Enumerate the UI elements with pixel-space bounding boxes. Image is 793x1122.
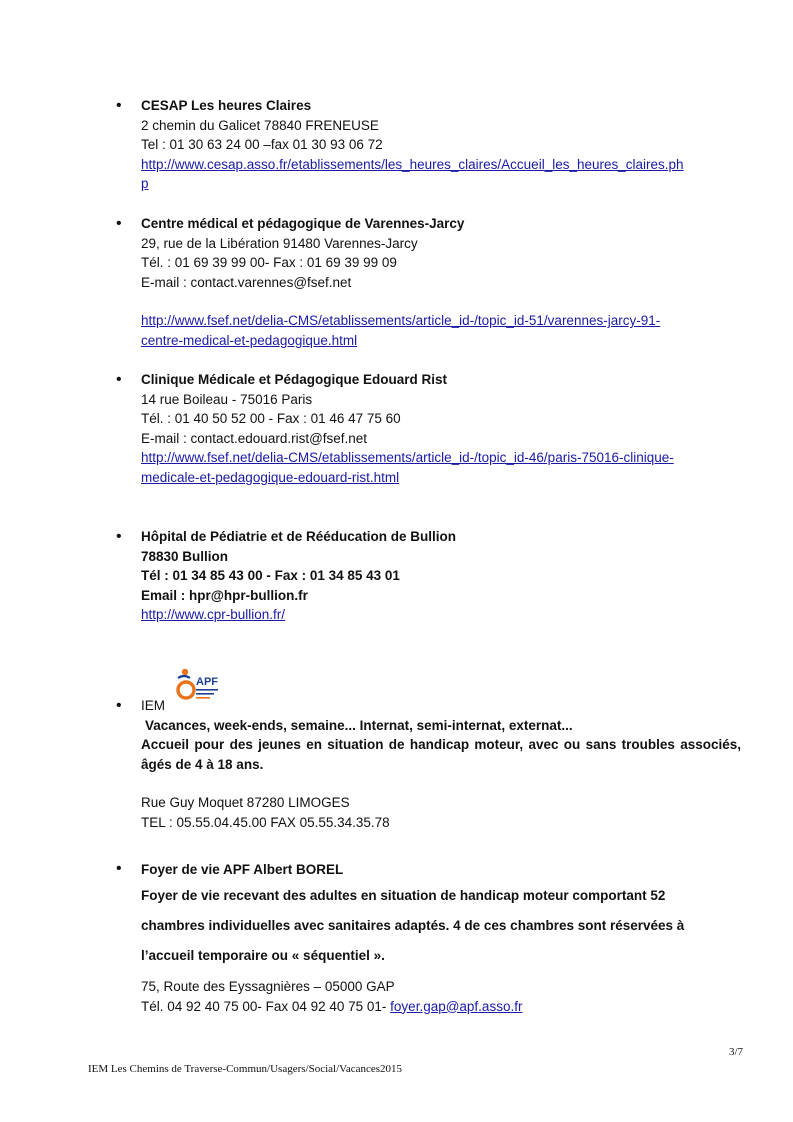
entry-address: 75, Route des Eyssagnières – 05000 GAP	[141, 979, 395, 994]
bullet-icon: •	[116, 528, 122, 545]
entry-url-link[interactable]: http://www.cesap.asso.fr/etablissements/les_heures_claires/Accueil_les_heures_claires.ph	[141, 156, 684, 172]
entry-bullion	[116, 527, 756, 625]
entry-email: E-mail : contact.edouard.rist@fsef.net	[141, 430, 368, 446]
page-footer: IEM Les Chemins de Traverse-Commun/Usagers/Social/Vacances2015	[88, 1063, 403, 1075]
entry-phone-line	[141, 997, 756, 1017]
page-number: 3/7	[729, 1046, 744, 1058]
entry-address: 78830 Bullion	[141, 548, 229, 564]
entry-url-link-cont[interactable]: medicale-et-pedagogique-edouard-rist.html	[141, 469, 400, 485]
entry-edouard-rist	[116, 370, 756, 488]
logo-text: APF	[196, 676, 218, 688]
entry-email: E-mail : contact.varennes@fsef.net	[141, 274, 352, 290]
entry-url-link[interactable]: http://www.cpr-bullion.fr/	[141, 607, 286, 623]
bullet-icon: •	[116, 215, 122, 232]
entry-url-link-cont[interactable]: p	[141, 176, 149, 192]
entry-foyer-borel	[116, 859, 756, 1016]
entry-phone: Tél. 04 92 40 75 00- Fax 04 92 40 75 01-	[141, 998, 391, 1014]
entry-url-link[interactable]: http://www.fsef.net/delia-CMS/etablissements/article_id-/topic_id-51/varennes-jarcy-91-	[141, 313, 661, 329]
entry-description: Accueil pour des jeunes en situation de handicap moteur, avec ou sans troubles associés, âgés de 4 à 18 ans.	[141, 737, 741, 772]
email-link[interactable]: foyer.gap@apf.asso.fr	[390, 998, 523, 1014]
entry-varennes	[116, 214, 756, 351]
entry-cesap	[116, 96, 756, 194]
entry-address: Rue Guy Moquet 87280 LIMOGES	[141, 795, 350, 811]
entry-description-line: Foyer de vie recevant des adultes en situation de handicap moteur comportant 52	[141, 888, 666, 903]
entry-title: IEM	[141, 698, 166, 713]
entry-title: Foyer de vie APF Albert BOREL	[141, 862, 344, 877]
entry-url-link[interactable]: http://www.fsef.net/delia-CMS/etablissements/article_id-/topic_id-46/paris-75016-clinique-	[141, 450, 674, 466]
entry-email: Email : hpr@hpr-bullion.fr	[141, 587, 308, 603]
entry-url-link-cont[interactable]: centre-medical-et-pedagogique.html	[141, 332, 358, 348]
entry-title: Hôpital de Pédiatrie et de Rééducation de Bullion	[141, 529, 457, 544]
entry-phone: Tél. : 01 69 39 99 00- Fax : 01 69 39 99 09	[141, 255, 397, 271]
entry-title: Centre médical et pédagogique de Varennes-Jarcy	[141, 216, 465, 231]
entry-tagline: Vacances, week-ends, semaine... Internat, semi-internat, externat...	[145, 717, 573, 733]
entry-phone: Tél. : 01 40 50 52 00 - Fax : 01 46 47 75 60	[141, 411, 401, 427]
bullet-icon: •	[116, 860, 122, 877]
entry-phone: Tel : 01 30 63 24 00 –fax 01 30 93 06 72	[141, 137, 383, 153]
bullet-icon: •	[116, 97, 122, 114]
entry-phone: Tél : 01 34 85 43 00 - Fax : 01 34 85 43 01	[141, 568, 400, 584]
entry-description-line: l’accueil temporaire ou « séquentiel ».	[141, 948, 385, 963]
entry-description-line: chambres individuelles avec sanitaires adaptés. 4 de ces chambres sont réservées à	[141, 918, 685, 933]
entry-address: 2 chemin du Galicet 78840 FRENEUSE	[141, 117, 379, 133]
entry-title: Clinique Médicale et Pédagogique Edouard Rist	[141, 372, 448, 387]
bullet-icon: •	[116, 371, 122, 388]
bullet-icon: •	[116, 697, 122, 714]
entry-address: 29, rue de la Libération 91480 Varennes-Jarcy	[141, 235, 418, 251]
entry-address: 14 rue Boileau - 75016 Paris	[141, 391, 313, 407]
entry-title: CESAP Les heures Claires	[141, 98, 312, 113]
entry-phone: TEL : 05.55.04.45.00 FAX 05.55.34.35.78	[141, 814, 390, 830]
entry-iem	[116, 696, 756, 833]
